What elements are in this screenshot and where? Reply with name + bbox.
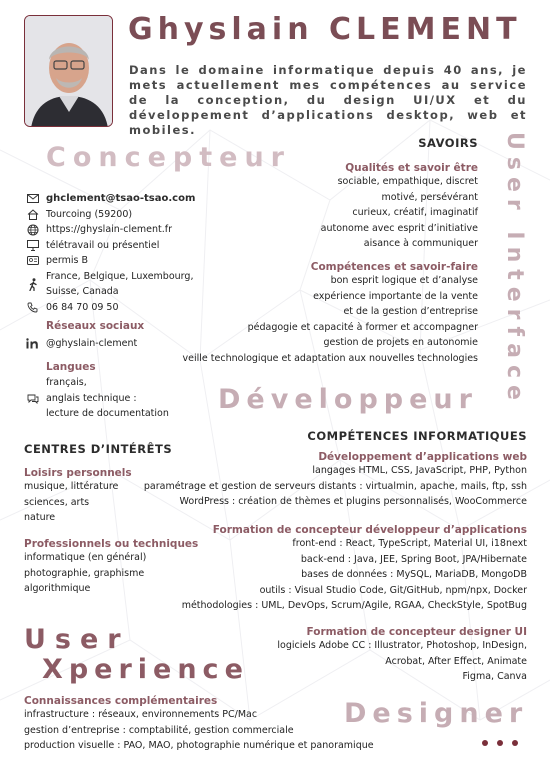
formation-design-section xyxy=(277,626,527,685)
contact-website-row[interactable] xyxy=(24,222,224,238)
complementaires-section xyxy=(24,695,374,754)
competence-item: veille technologique et adaptation aux nouvelles technologies xyxy=(182,352,478,364)
dot xyxy=(482,740,488,746)
web-item: paramétrage et gestion de serveurs distants : virtualmin, apache, mails, ftp, ssh xyxy=(143,480,527,492)
contact-workmode: télétravail ou présentiel xyxy=(46,239,160,251)
social-linkedin-row[interactable] xyxy=(24,336,137,352)
loisirs-section xyxy=(24,467,132,526)
candidate-name: Ghyslain CLEMENT xyxy=(128,12,522,47)
mail-icon xyxy=(24,191,41,206)
complementaire-item: gestion d’entreprise : comptabilité, gestion commerciale xyxy=(24,724,294,736)
speech-bubble-icon xyxy=(24,375,41,421)
languages-title-block xyxy=(46,361,96,373)
complementaire-item: infrastructure : réseaux, environnements PC/Mac xyxy=(24,709,258,720)
pro-interets-title: Professionnels ou techniques xyxy=(24,538,199,550)
decor-developpeur: Développeur xyxy=(218,384,478,415)
id-card-icon xyxy=(24,253,41,268)
social-linkedin-line xyxy=(24,336,137,352)
contact-city-row xyxy=(24,207,224,223)
decor-user: User xyxy=(24,624,130,655)
competences-title: Compétences et savoir-faire xyxy=(310,261,478,273)
web-title: Développement d’applications web xyxy=(318,451,527,463)
formation-dev-item: bases de données : MySQL, MariaDB, MongoDB xyxy=(301,569,527,580)
dot xyxy=(512,740,518,746)
pro-interet-item: informatique (en général) xyxy=(24,552,147,563)
qualite-item: curieux, créatif, imaginatif xyxy=(352,207,478,218)
qualite-item: sociable, empathique, discret xyxy=(337,176,478,187)
loisirs-title: Loisirs personnels xyxy=(24,467,132,479)
social-title: Réseaux sociaux xyxy=(46,320,145,332)
contact-email-row[interactable] xyxy=(24,191,224,207)
walking-person-icon xyxy=(24,269,41,300)
complementaires-title: Connaissances complémentaires xyxy=(24,695,218,707)
contact-workmode-row xyxy=(24,238,224,254)
interets-title: CENTRES D’INTÉRÊTS xyxy=(24,442,173,456)
decor-dots xyxy=(482,740,518,746)
qualites-section xyxy=(321,162,478,252)
formation-dev-section xyxy=(182,524,527,614)
loisir-item: musique, littérature xyxy=(24,481,119,492)
languages-section xyxy=(24,375,169,422)
loisir-item: nature xyxy=(24,512,56,523)
languages-list xyxy=(46,375,169,422)
contact-email[interactable]: ghclement@tsao-tsao.com xyxy=(46,193,196,204)
contact-mobility-line-1: France, Belgique, Luxembourg, xyxy=(46,270,194,282)
contact-mobility-line-2: Suisse, Canada xyxy=(46,286,119,297)
formation-dev-item: outils : Visual Studio Code, Git/GitHub, npm/npx, Docker xyxy=(259,584,527,596)
competences-section xyxy=(183,261,478,366)
pro-interets-section xyxy=(24,538,198,597)
competence-item: bon esprit logique et d’analyse xyxy=(330,275,478,286)
intro-text: Dans le domaine informatique depuis 40 ans, je mets actuellement mes compétences au service de la conception, du design UI/UX et du développement d’applications desktop, web et mobiles. xyxy=(129,63,527,137)
language-item: lecture de documentation xyxy=(46,408,169,419)
phone-icon xyxy=(24,300,41,315)
formation-dev-title: Formation de concepteur développeur d’applications xyxy=(212,524,527,536)
languages-title: Langues xyxy=(46,361,96,373)
languages-row xyxy=(24,375,169,422)
home-icon xyxy=(24,207,41,222)
language-item: anglais technique : xyxy=(46,392,137,404)
qualite-item: autonome avec esprit d’initiative xyxy=(320,222,478,234)
web-item: langages HTML, CSS, JavaScript, PHP, Python xyxy=(312,465,527,476)
profile-photo xyxy=(24,15,113,127)
formation-design-item: Acrobat, After Effect, Animate xyxy=(385,655,527,667)
formation-design-item: logiciels Adobe CC : Illustrator, Photoshop, InDesign, xyxy=(277,640,527,651)
monitor-icon xyxy=(24,238,41,253)
formation-design-item: Figma, Canva xyxy=(462,671,527,682)
social-section xyxy=(46,320,144,332)
savoirs-title-block xyxy=(418,136,478,150)
decor-designer: Designer xyxy=(344,698,529,729)
competence-item: et de la gestion d’entreprise xyxy=(343,306,478,317)
loisir-item: sciences, arts xyxy=(24,496,90,508)
decor-user-interface xyxy=(500,130,530,420)
complementaire-item: production visuelle : PAO, MAO, photographie numérique et panoramique xyxy=(24,740,374,751)
informatique-title-block xyxy=(307,429,527,443)
social-linkedin[interactable]: @ghyslain-clement xyxy=(46,338,138,349)
web-item: WordPress : création de thèmes et plugins personnalisés, WooCommerce xyxy=(179,496,527,507)
contact-city: Tourcoing (59200) xyxy=(46,208,133,220)
competence-item: expérience importante de la vente xyxy=(313,290,478,302)
contact-license: permis B xyxy=(46,255,88,266)
pro-interet-item: algorithmique xyxy=(24,583,91,594)
language-item: français, xyxy=(46,377,87,388)
competence-item: gestion de projets en autonomie xyxy=(323,337,478,348)
formation-dev-item: front-end : React, TypeScript, Material UI, i18next xyxy=(292,538,527,549)
web-section xyxy=(144,451,527,510)
contact-website[interactable]: https://ghyslain-clement.fr xyxy=(46,224,173,235)
pro-interet-item: photographie, graphisme xyxy=(24,567,145,579)
savoirs-title: SAVOIRS xyxy=(418,136,478,150)
qualite-item: motivé, persévérant xyxy=(381,191,478,203)
competence-item: pédagogie et capacité à former et accompagner xyxy=(247,321,478,333)
contact-mobility xyxy=(46,269,193,300)
decor-user-interface-text: User Interface xyxy=(502,132,527,407)
globe-icon xyxy=(24,222,41,237)
decor-concepteur: Concepteur xyxy=(46,142,291,173)
qualite-item: aisance à communiquer xyxy=(363,238,478,249)
decor-xperience: Xperience xyxy=(42,654,249,685)
formation-dev-item: méthodologies : UML, DevOps, Scrum/Agile, RGAA, CheckStyle, SpotBug xyxy=(181,600,527,611)
linkedin-icon xyxy=(24,336,41,351)
formation-design-title: Formation de concepteur designer UI xyxy=(306,626,527,638)
contact-phone[interactable]: 06 84 70 09 50 xyxy=(46,301,119,313)
dot xyxy=(497,740,503,746)
qualites-title: Qualités et savoir être xyxy=(345,162,478,174)
formation-dev-item: back-end : Java, JEE, Spring Boot, JPA/Hibernate xyxy=(300,553,527,565)
informatique-title: COMPÉTENCES INFORMATIQUES xyxy=(307,429,527,443)
